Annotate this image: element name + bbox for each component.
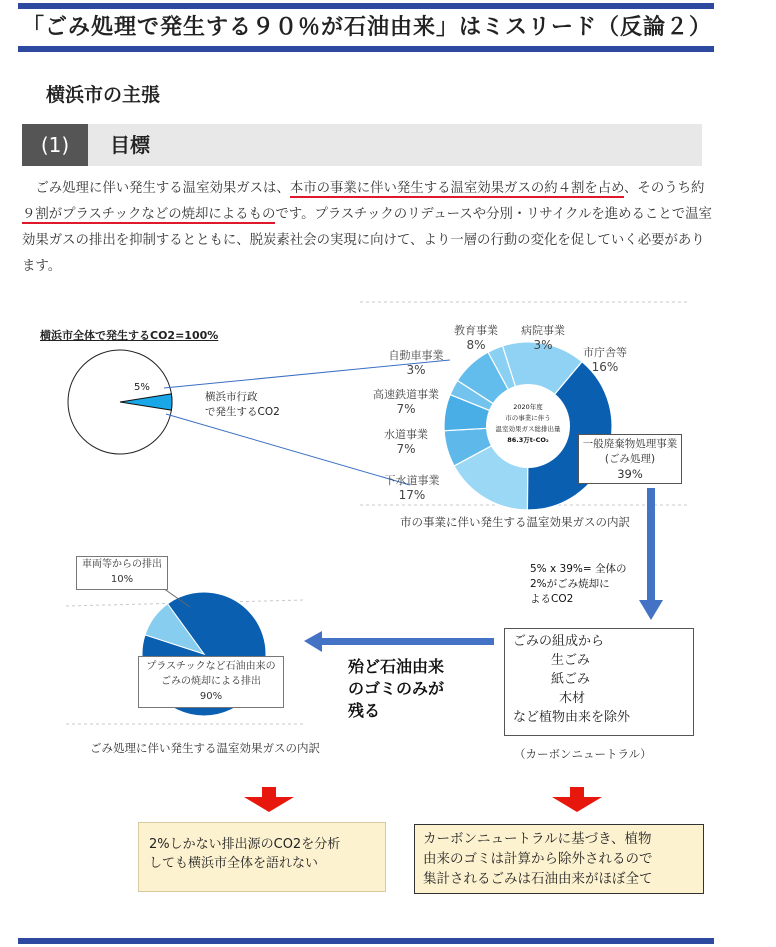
- railway-name: 高速鉄道事業: [373, 388, 439, 401]
- donut-label-hospital: [518, 322, 568, 352]
- city-admin-callout-line1: 横浜市行政: [205, 391, 258, 403]
- donut-label-sewer: [380, 472, 444, 502]
- education-name: 教育事業: [454, 324, 498, 337]
- vehicle-label-box: [76, 556, 168, 590]
- city-admin-callout: [205, 390, 280, 420]
- railway-pct: 7%: [396, 402, 416, 416]
- vehicle-label: 車両等からの排出: [82, 559, 162, 570]
- waste-pct: 39%: [617, 467, 643, 481]
- calc-note-line1: 5% x 39%= 全体の: [530, 563, 627, 575]
- left-arrow-head: [304, 631, 322, 652]
- para-text-3: です。プラスチックのリデュースや分別・リサイクルを進めることで温室効果ガスの排出を抑制するとともに、脱炭素社会の実現に向けて、より一層の行動の変化を促していく必要があります。: [22, 207, 712, 274]
- sewer-pct: 17%: [398, 488, 426, 502]
- donut-center-total: 86.3万t-CO₂: [507, 436, 549, 444]
- hospital-pct: 3%: [533, 338, 553, 352]
- donut-center-line3: 温室効果ガス総排出量: [495, 425, 561, 433]
- office-name: 市庁舎等: [583, 346, 627, 359]
- callout-line-lower: [166, 414, 410, 485]
- donut-label-railway: [370, 386, 442, 416]
- donut-label-education: [452, 322, 500, 352]
- plastic-label-line2: ごみの焼却による排出: [161, 676, 261, 687]
- donut-center-year: 2020年度: [513, 403, 543, 411]
- para-text-2: 、そのうち約: [624, 181, 705, 196]
- down-arrow-shaft: [647, 488, 655, 600]
- composition-line2: 生ごみ: [551, 653, 591, 668]
- donut-label-office: [580, 344, 630, 374]
- donut-caption: 市の事業に伴い発生する温室効果ガスの内訳: [400, 515, 630, 529]
- remain-line1: 殆ど石油由来: [348, 657, 445, 676]
- calc-note: [530, 562, 627, 607]
- waste-name: 一般廃棄物処理事業: [582, 438, 678, 450]
- carbon-neutral-note: （カーボンニュートラル）: [514, 747, 652, 761]
- conclusion-right-line1: カーボンニュートラルに基づき、植物: [423, 831, 652, 847]
- auto-name: 自動車事業: [388, 349, 444, 362]
- conclusion-left-box: [138, 822, 386, 892]
- conclusion-right-box: [414, 824, 704, 894]
- city-admin-callout-line2: で発生するCO2: [205, 406, 280, 418]
- vehicle-pct: 10%: [110, 574, 134, 585]
- goal-label: 目標: [110, 133, 150, 157]
- plastic-label-box: [138, 656, 284, 708]
- water-name: 水道事業: [384, 428, 428, 441]
- calc-note-line3: よるCO2: [530, 593, 574, 605]
- para-underline-2: ９割がプラスチックなどの焼却によるもの: [22, 207, 276, 222]
- conclusion-left-line1: 2%しかない排出源のCO2を分析: [149, 837, 341, 852]
- bottom-pie-caption: ごみ処理に伴い発生する温室効果ガスの内訳: [90, 741, 320, 755]
- water-pct: 7%: [396, 442, 416, 456]
- left-arrow-shaft: [322, 638, 494, 645]
- calc-note-line2: 2%がごみ焼却に: [530, 578, 610, 590]
- donut-label-waste: [578, 434, 682, 484]
- plastic-pct: 90%: [199, 691, 223, 702]
- composition-line5: など植物由来を除外: [513, 710, 631, 725]
- city-total-label: 横浜市全体で発生するCO2=100%: [40, 329, 219, 342]
- donut-label-water: [376, 426, 436, 456]
- para-text-1: ごみ処理に伴い発生する温室効果ガスは、: [22, 181, 290, 196]
- red-arrow-left: [244, 787, 294, 812]
- donut-center-line2: 市の事業に伴う: [505, 414, 551, 422]
- office-pct: 16%: [591, 360, 619, 374]
- composition-line3: 紙ごみ: [551, 672, 591, 687]
- donut-center-label: [482, 402, 574, 446]
- composition-line4: 木材: [559, 691, 586, 706]
- remain-line3: 残る: [348, 701, 381, 720]
- remain-line2: のゴミのみが: [348, 679, 445, 698]
- para-underline-1: 本市の事業に伴い発生する温室効果ガスの約４割を占め: [289, 181, 625, 196]
- waste-sub: (ごみ処理): [604, 453, 656, 465]
- slice-percent-label: 5%: [134, 382, 150, 393]
- conclusion-left-line2: しても横浜市全体を語れない: [149, 856, 319, 871]
- remain-text: [348, 656, 444, 722]
- page-title: 「ごみ処理で発生する９０％が石油由来」はミスリード（反論２）: [22, 15, 713, 40]
- composition-box: [504, 628, 694, 736]
- auto-pct: 3%: [406, 363, 426, 377]
- conclusion-right-line2: 由来のゴミは計算から除外されるので: [423, 851, 653, 867]
- education-pct: 8%: [466, 338, 486, 352]
- hospital-name: 病院事業: [521, 324, 565, 337]
- donut-label-auto: [386, 347, 446, 377]
- composition-line1: ごみの組成から: [513, 634, 605, 649]
- sewer-name: 下水道事業: [384, 474, 440, 487]
- claim-heading: 横浜市の主張: [46, 84, 161, 106]
- bottom-rule: [18, 938, 714, 944]
- red-arrow-right: [552, 787, 602, 812]
- plastic-label-line1: プラスチックなど石油由来の: [146, 661, 276, 672]
- conclusion-right-line3: 集計されるごみは石油由来がほぼ全て: [423, 871, 653, 887]
- down-arrow-head: [639, 600, 663, 620]
- goal-number: (1): [22, 124, 88, 166]
